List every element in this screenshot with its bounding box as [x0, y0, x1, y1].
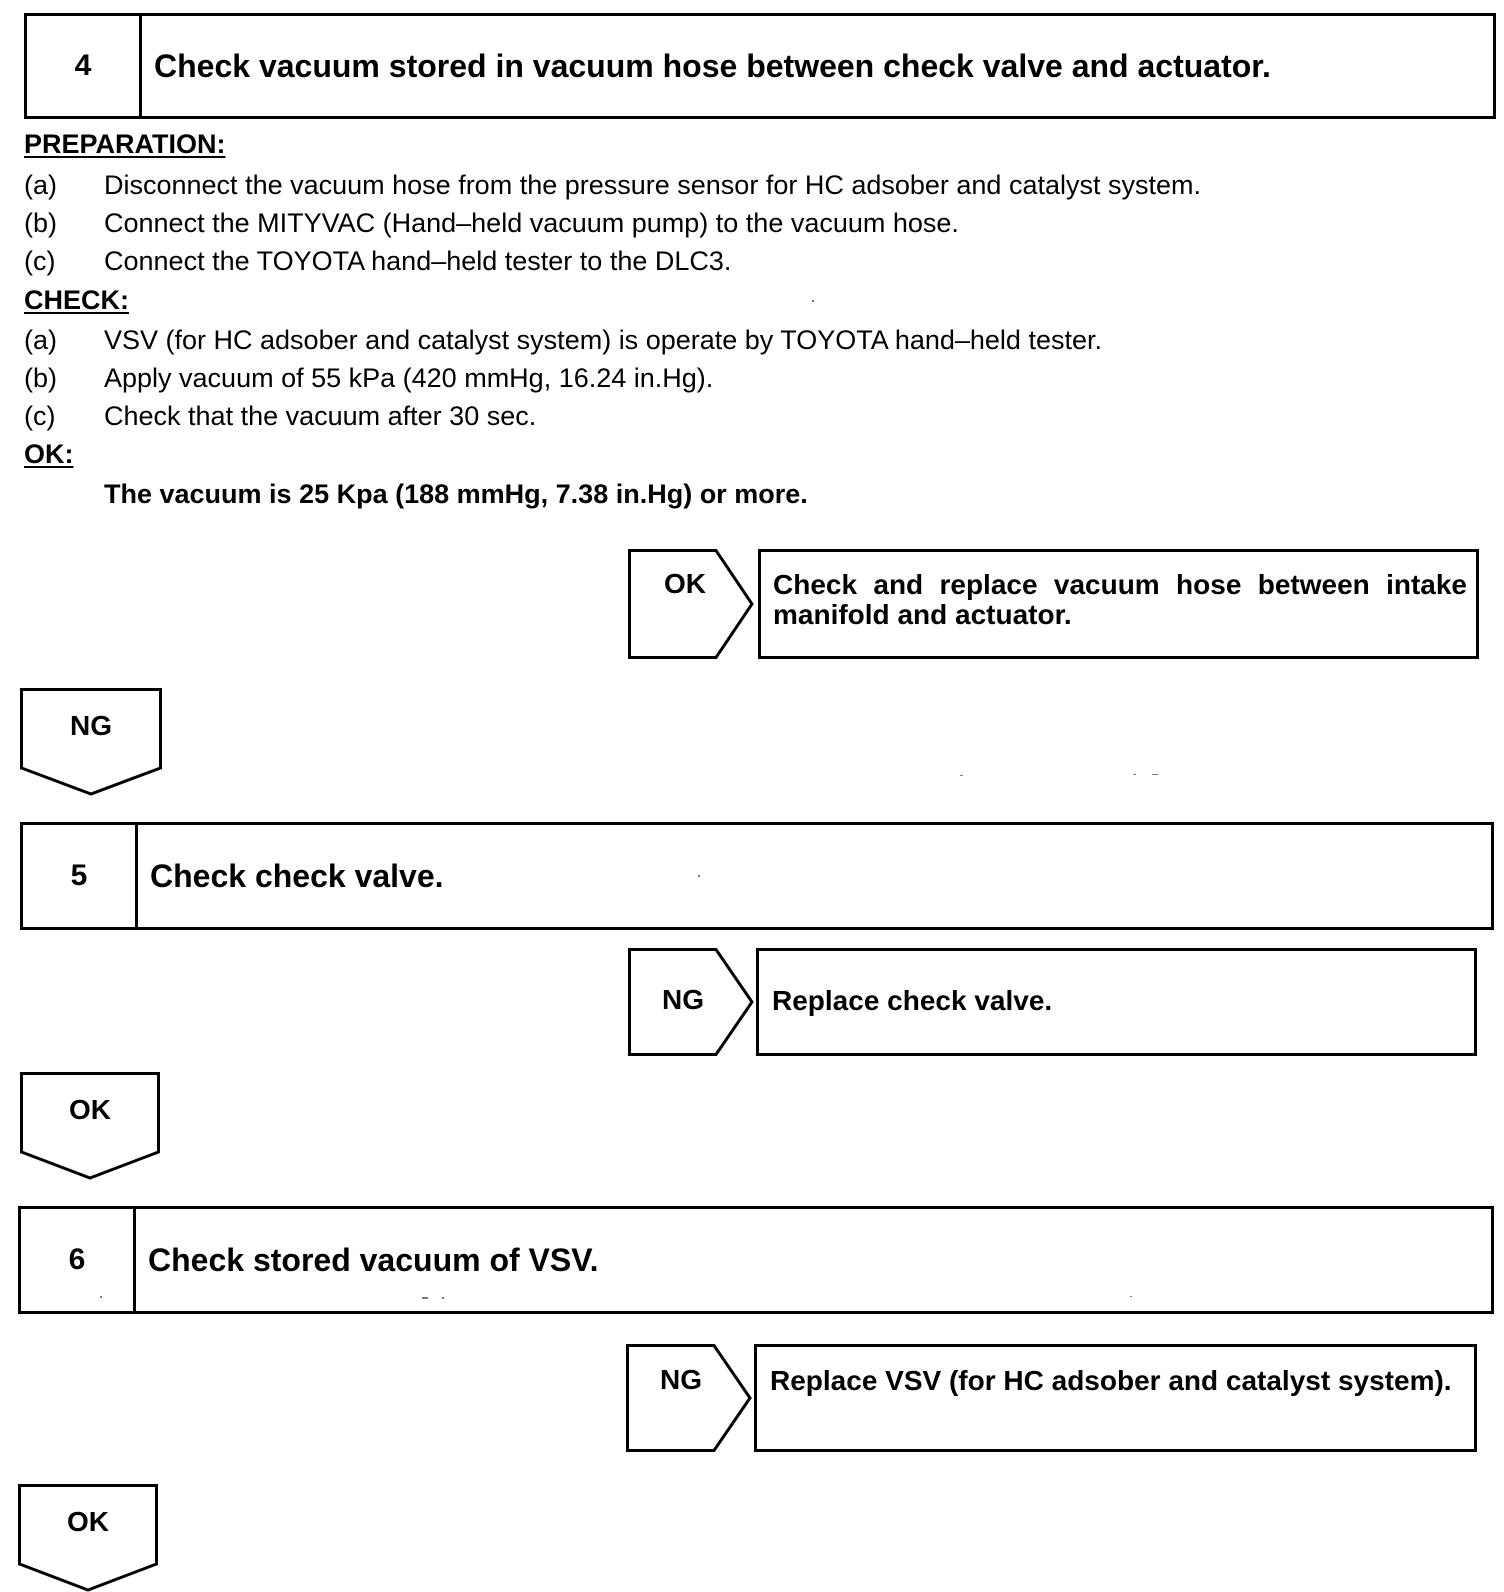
step-4-title: Check vacuum stored in vacuum hose between check valve and actuator. — [154, 47, 1271, 84]
step-6-ng-flag-shape — [626, 1344, 752, 1452]
step-5-ng-flag-label: NG — [662, 984, 704, 1015]
step-4-ok-flag-label: OK — [664, 568, 706, 599]
step-5-header — [20, 822, 1494, 930]
scan-speck — [442, 1297, 444, 1299]
scan-speck — [812, 300, 814, 302]
step-5-number: 5 — [23, 825, 138, 927]
step-4-ok-flag-shape — [628, 549, 754, 659]
step-6-header — [18, 1206, 1494, 1314]
scan-speck — [100, 1296, 102, 1298]
step-4-header — [24, 13, 1496, 119]
check-a-text: VSV (for HC adsober and catalyst system) is operate by TOYOTA hand–held tester. — [104, 325, 1102, 355]
check-c-letter: (c) — [24, 401, 56, 431]
prep-a-letter: (a) — [24, 170, 57, 200]
prep-b-letter: (b) — [24, 208, 57, 238]
prep-c-letter: (c) — [24, 246, 56, 276]
step-6-ok-flag-shape — [18, 1484, 158, 1592]
step-4-ng-flag-label: NG — [70, 710, 112, 741]
prep-a-text: Disconnect the vacuum hose from the pressure sensor for HC adsober and catalyst system. — [104, 170, 1201, 200]
check-b-text: Apply vacuum of 55 kPa (420 mmHg, 16.24 in.Hg). — [104, 363, 714, 393]
scan-speck — [422, 1297, 428, 1299]
step-4-ng-flag-shape — [20, 688, 162, 796]
prep-c-text: Connect the TOYOTA hand–held tester to the DLC3. — [104, 246, 732, 276]
check-c-text: Check that the vacuum after 30 sec. — [104, 401, 537, 431]
ok-statement: The vacuum is 25 Kpa (188 mmHg, 7.38 in.Hg) or more. — [104, 479, 808, 509]
prep-b-text: Connect the MITYVAC (Hand–held vacuum pump) to the vacuum hose. — [104, 208, 959, 238]
check-b-letter: (b) — [24, 363, 57, 393]
step-4-result-text: Check and replace vacuum hose between intake manifold and actuator. — [773, 569, 1467, 630]
step-6-title: Check stored vacuum of VSV. — [148, 1241, 599, 1278]
step-6-result-text: Replace VSV (for HC adsober and catalyst system). — [770, 1365, 1452, 1396]
step-5-title: Check check valve. — [150, 857, 444, 894]
scan-speck — [960, 775, 963, 776]
check-a-letter: (a) — [24, 325, 57, 355]
step-5-ok-flag-label: OK — [69, 1094, 111, 1125]
scan-speck — [1130, 1296, 1132, 1297]
step-6-ng-flag-label: NG — [660, 1364, 702, 1395]
scan-speck — [698, 875, 700, 877]
step-6-result-box — [754, 1344, 1477, 1452]
preparation-label: PREPARATION: — [24, 129, 226, 159]
scan-speck — [1152, 774, 1158, 775]
check-label: CHECK: — [24, 285, 129, 315]
scan-speck — [1133, 774, 1136, 775]
step-6-ok-flag-label: OK — [67, 1506, 109, 1537]
step-5-ok-flag-shape — [20, 1072, 160, 1180]
step-4-number: 4 — [27, 16, 142, 116]
step-5-result-text: Replace check valve. — [772, 985, 1053, 1016]
ok-label: OK: — [24, 439, 74, 469]
step-6-number: 6 — [21, 1209, 136, 1311]
